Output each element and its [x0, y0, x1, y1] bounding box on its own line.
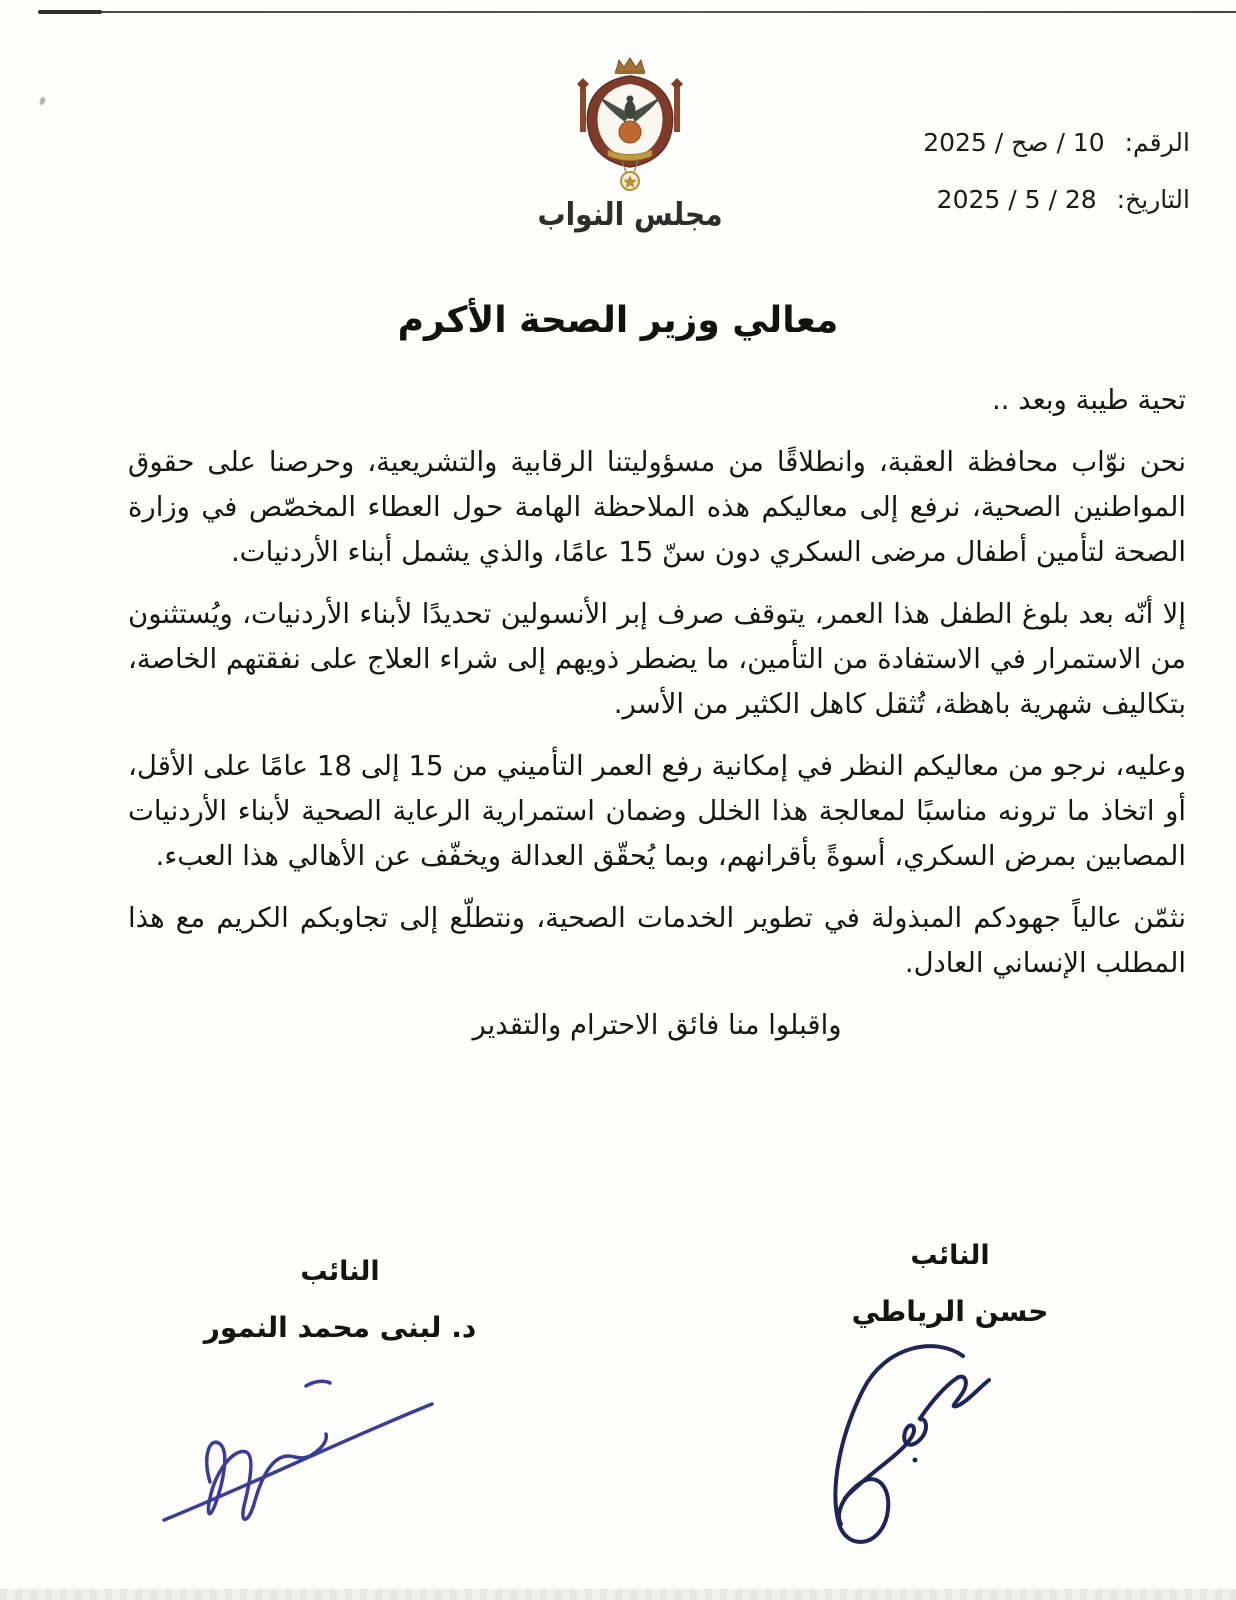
signer-name-right: حسن الرياطي: [851, 1295, 1049, 1328]
reference-block: [923, 128, 1190, 214]
handwritten-signature-left: [158, 1370, 448, 1530]
greeting-line: تحية طيبة وبعد ..: [991, 384, 1186, 416]
scan-artifact-speck: [39, 96, 46, 105]
jordan-coat-of-arms-icon: [558, 54, 702, 204]
ref-date-line: [923, 185, 1190, 214]
paragraph-2: إلا أنّه بعد بلوغ الطفل هذا العمر، يتوقف صرف إبر الأنسولين تحديدًا لأبناء الأردنيات، ويُستثنون من الاستمرار في الاستفادة من التأمين، ما يضطر ذويهم إلى شراء العلاج على نفقتهم الخاصة، بتكاليف شهرية باهظة، تُثقل كاهل الكثير من الأسر.: [128, 598, 1186, 720]
paragraph-4: نثمّن عالياً جهودكم المبذولة في تطوير الخدمات الصحية، ونتطلّع إلى تجاوبكم الكريم مع هذا المطلب الإنساني العادل.: [128, 902, 1186, 979]
signer-title-right: النائب: [910, 1240, 990, 1271]
closing-line: واقبلوا منا فائق الاحترام والتقدير: [472, 1009, 842, 1041]
ref-date-value: 28 / 5 / 2025: [936, 185, 1097, 214]
ref-number-label: الرقم:: [1124, 128, 1190, 157]
ref-number-line: [923, 128, 1190, 157]
paragraph-1: نحن نوّاب محافظة العقبة، وانطلاقًا من مسؤوليتنا الرقابية والتشريعية، وحرصنا على حقوق المواطنين الصحية، نرفع إلى معاليكم هذه الملاحظة الهامة حول العطاء المخصّص في وزارة الصحة لتأمين أطفال مرضى السكري دون سنّ 15 عامًا، والذي يشمل أبناء الأردنيات.: [128, 446, 1186, 568]
ref-date-label: التاريخ:: [1116, 185, 1190, 214]
signer-name-left: د. لبنى محمد النمور: [203, 1311, 477, 1344]
letter-body: [128, 378, 1186, 1065]
scan-artifact-bottom-band: [0, 1589, 1236, 1600]
scan-artifact-top-blob: [38, 10, 102, 14]
signature-block-right: [818, 1240, 1082, 1328]
ref-number-value: 10 / صح / 2025: [923, 128, 1105, 157]
handwritten-signature-right: [815, 1338, 1015, 1568]
signer-title-left: النائب: [300, 1256, 380, 1287]
paragraph-3: وعليه، نرجو من معاليكم النظر في إمكانية رفع العمر التأميني من 15 إلى 18 عامًا على الأقل، أو اتخاذ ما ترونه مناسبًا لمعالجة هذا الخلل وضمان استمرارية الرعاية الصحية لأبناء الأردنيات المصابين بمرض السكري، أسوةً بأقرانهم، وبما يُحقّق العدالة ويخفّف عن الأهالي هذا العبء.: [128, 750, 1186, 872]
letter-title: معالي وزير الصحة الأكرم: [397, 300, 839, 341]
signature-block-left: [198, 1256, 482, 1344]
scan-artifact-top-line: [38, 11, 1236, 13]
org-name-calligraphy: مجلس النواب: [537, 196, 723, 233]
